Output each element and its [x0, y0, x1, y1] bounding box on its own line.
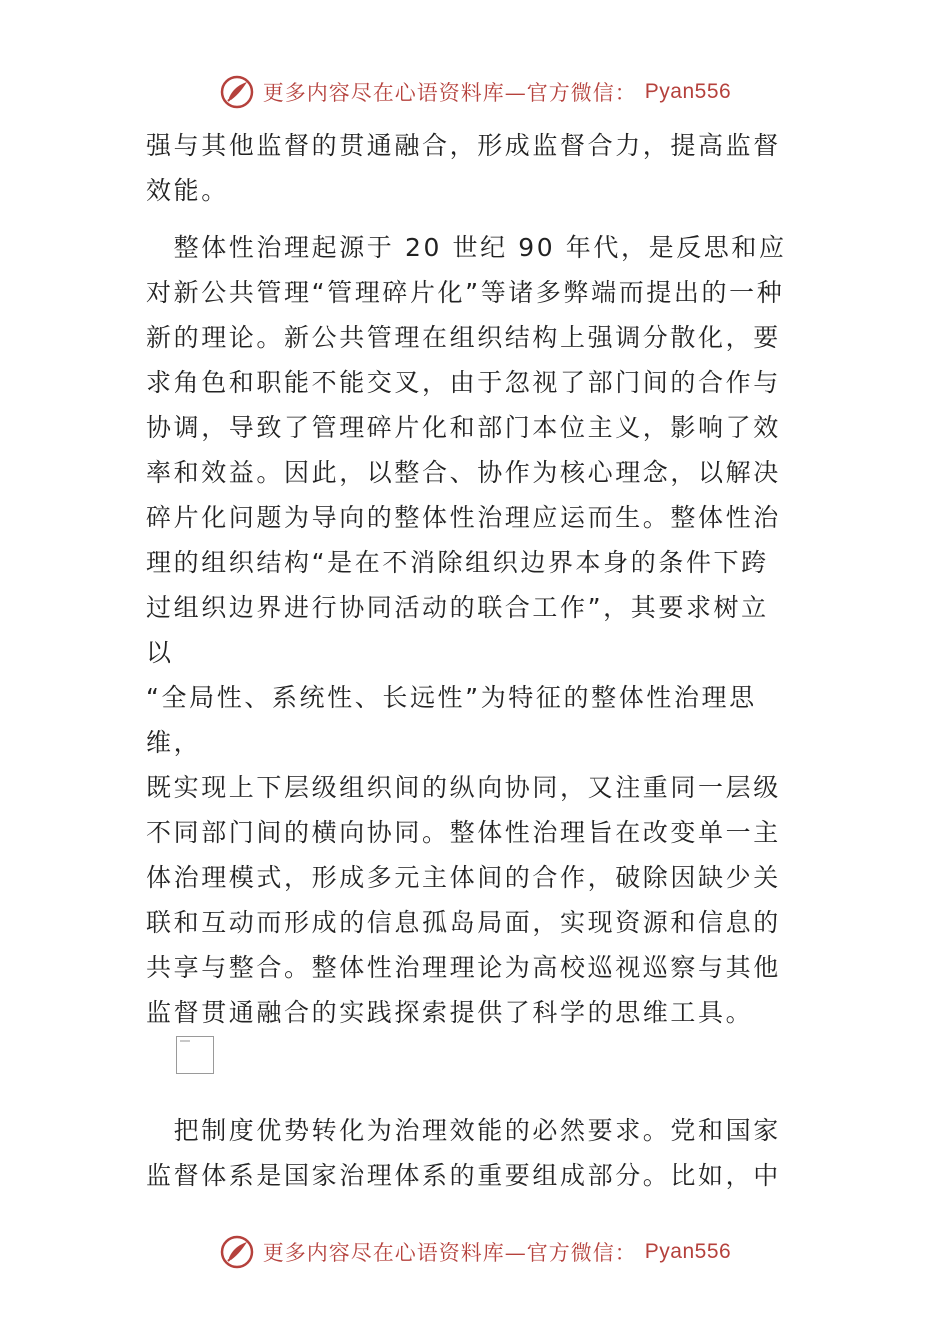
footer-banner-text: 更多内容尽在心语资料库—官方微信：	[262, 1241, 637, 1265]
paragraph-3: 把制度优势转化为治理效能的必然要求。党和国家 监督体系是国家治理体系的重要组成部分。比如，中	[146, 1116, 781, 1190]
logo-icon	[219, 74, 255, 110]
header-banner	[0, 72, 950, 112]
header-banner-text: 更多内容尽在心语资料库—官方微信：	[262, 81, 637, 105]
logo-icon	[219, 1234, 255, 1270]
paragraph-2: 整体性治理起源于 20 世纪 90 年代，是反思和应 对新公共管理“管理碎片化”等诸多弊端而提出的一种 新的理论。新公共管理在组织结构上强调分散化，要 求角色和职能不能交叉，由于忽视了部门间的合作与 协调，导致了管理碎片化和部门本位主义，影响了效 率和效益。因此，以整合、协作为核心理念，以解决 碎片化问题为导向的整体性治理应运而生。整体性治 理的组织结构“是在不消除组织边界本身的条件下跨 过组织边界进行协同活动的联合工作”，其要求树立 以 “全局性、系统性、长远性”为特征的整体性治理思维， 既实现上下层级组织间的纵向协同，又注重同一层级 不同部门间的横向协同。整体性治理旨在改变单一主 体治理模式，形成多元主体间的合作，破除因缺少关 联和互动而形成的信息孤岛局面，实现资源和信息的 共享与整合。整体性治理理论为高校巡视巡察与其他 监督贯通融合的实践探索提供了科学的思维工具。	[146, 233, 787, 1027]
footer-wechat-id: Pyan556	[644, 1240, 732, 1263]
paragraph-1: 强与其他监督的贯通融合，形成监督合力，提高监督 效能。	[146, 131, 781, 205]
header-wechat-id: Pyan556	[644, 80, 732, 103]
footer-banner	[0, 1232, 950, 1272]
image-placeholder-icon	[176, 1036, 214, 1074]
